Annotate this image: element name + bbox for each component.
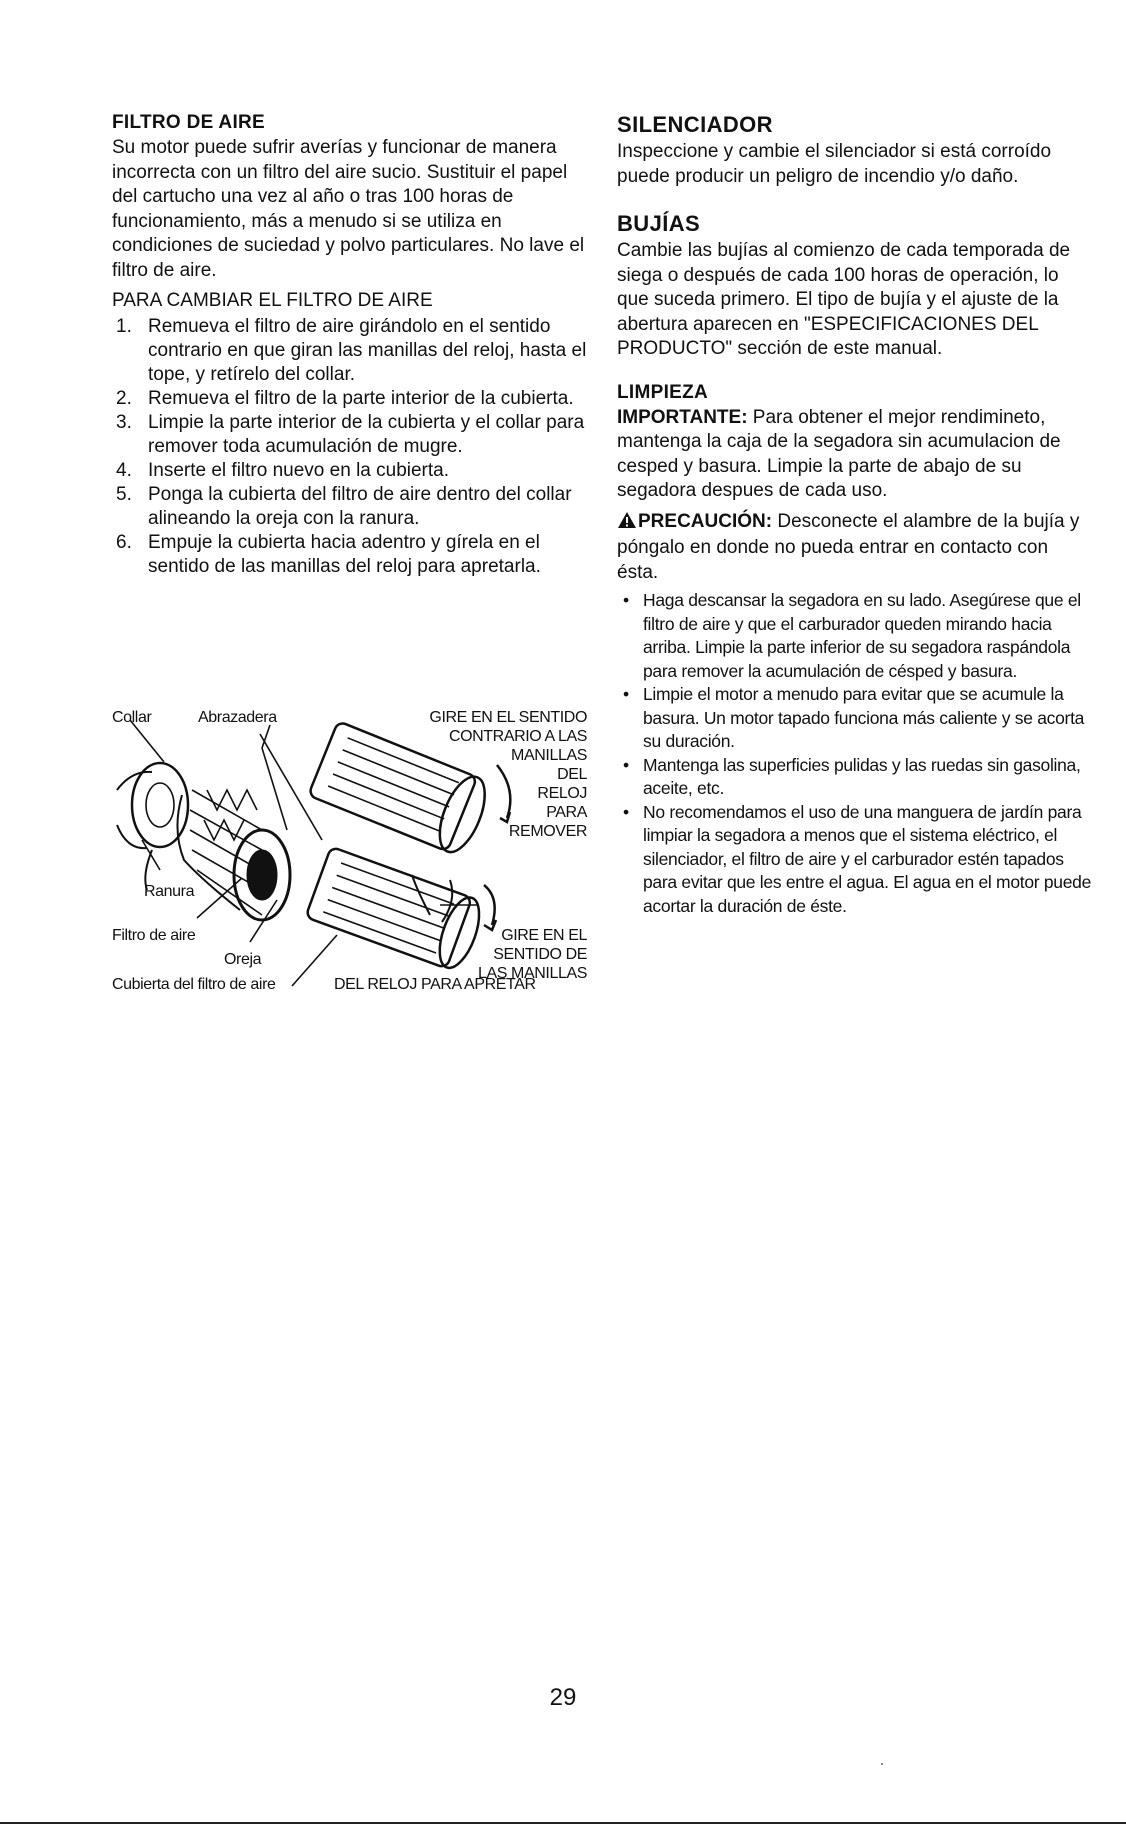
bottom-rule bbox=[0, 1822, 1126, 1824]
spark-plugs-body: Cambie las bujías al comienzo de cada temporada de siega o después de cada 100 horas de operación, lo que suceda primero. El tipo de bujía y el ajuste de la abertura aparecen en "ESPECIFICACIONES DEL PRODUCTO" sección de este manual. bbox=[617, 240, 1071, 359]
important-paragraph bbox=[617, 406, 1092, 504]
tighten-instruction-last: DEL RELOJ PARA APRETAR bbox=[334, 976, 536, 993]
cleaning-heading: LIMPIEZA bbox=[617, 381, 709, 403]
left-column bbox=[112, 112, 587, 579]
list-item: • Limpie el motor a menudo para evitar que se acumule la basura. Un motor tapado funciona más caliente y se acorta su duración. bbox=[623, 684, 1085, 751]
collar-label: Collar bbox=[112, 709, 152, 726]
page-number: 29 bbox=[549, 1684, 577, 1711]
tighten-instruction: GIRE EN EL SENTIDO DE LAS MANILLAS bbox=[477, 927, 587, 982]
warning-icon bbox=[617, 511, 637, 537]
clamp-label: Abrazadera bbox=[198, 709, 277, 726]
air-filter-body: Su motor puede sufrir averías y funcionar de manera incorrecta con un filtro del aire sucio. Sustituir el papel del cartucho una vez al año o tras 100 horas de funcionamiento, más a menudo si se utiliza en condiciones de suciedad y polvo particulares. No lave el filtro de aire. bbox=[112, 137, 585, 281]
muffler-heading: SILENCIADOR bbox=[617, 112, 773, 137]
list-item: 4. Inserte el filtro nuevo en la cubierta. bbox=[116, 460, 450, 481]
air-filter-diagram bbox=[112, 700, 592, 1020]
caution-label: PRECAUCIÓN: bbox=[638, 510, 773, 532]
list-item: 3. Limpie la parte interior de la cubierta y el collar para remover toda acumulación de mugre. bbox=[116, 412, 585, 457]
air-filter-label: Filtro de aire bbox=[112, 927, 196, 944]
air-filter-heading: FILTRO DE AIRE bbox=[112, 112, 266, 133]
cover-label: Cubierta del filtro de aire bbox=[112, 976, 276, 993]
list-item: • Mantenga las superficies pulidas y las ruedas sin gasolina, aceite, etc. bbox=[623, 754, 1081, 798]
tab-label: Oreja bbox=[224, 951, 262, 968]
caution-paragraph bbox=[617, 510, 1092, 586]
change-filter-heading: PARA CAMBIAR EL FILTRO DE AIRE bbox=[112, 290, 433, 311]
important-label: IMPORTANTE: bbox=[617, 406, 748, 428]
list-item: 6. Empuje la cubierta hacia adentro y gírela en el sentido de las manillas del reloj para apretarla. bbox=[116, 532, 541, 577]
muffler-body: Inspeccione y cambie el silenciador si está corroído puede producir un peligro de incendio y/o daño. bbox=[617, 141, 1052, 187]
caution-text: Desconecte el alambre de la bujía y póngalo en donde no pueda entrar en contacto con ésta. bbox=[617, 510, 1080, 583]
list-item: • No recomendamos el uso de una manguera de jardín para limpiar la segadora a menos que el sistema eléctrico, el silenciador, el filtro de aire y el carburador estén tapados para evitar que les entre el agua. El agua en el motor puede acortar la duración de éste. bbox=[623, 801, 1092, 916]
right-column bbox=[617, 112, 1092, 918]
list-item: 1. Remueva el filtro de aire girándolo en el sentido contrario en que giran las manillas del reloj, hasta el tope, y retírelo del collar. bbox=[116, 316, 587, 385]
spark-plugs-heading: BUJÍAS bbox=[617, 211, 701, 236]
important-text: Para obtener el mejor rendimineto, mantenga la caja de la segadora sin acumulacion de cesped y basura. Limpie la parte de abajo de su segadora despues de cada uso. bbox=[617, 406, 1061, 501]
list-item: 2. Remueva el filtro de la parte interior de la cubierta. bbox=[116, 388, 574, 409]
list-item: • Haga descansar la segadora en su lado. Asegúrese que el filtro de aire y que el carburador queden mirando hacia arriba. Limpie la parte inferior de su segadora raspándola para remover la acumulación de césped y basura. bbox=[623, 590, 1081, 681]
filter-steps-list bbox=[112, 315, 587, 579]
slot-label: Ranura bbox=[144, 883, 195, 900]
cleaning-bullets bbox=[617, 589, 1092, 918]
scan-speck bbox=[881, 1763, 883, 1765]
list-item: 5. Ponga la cubierta del filtro de aire dentro del collar alineando la oreja con la ranura. bbox=[116, 484, 572, 529]
remove-instruction: GIRE EN EL SENTIDO CONTRARIO A LAS MANILLAS DEL RELOJ PARA REMOVER bbox=[429, 709, 587, 840]
